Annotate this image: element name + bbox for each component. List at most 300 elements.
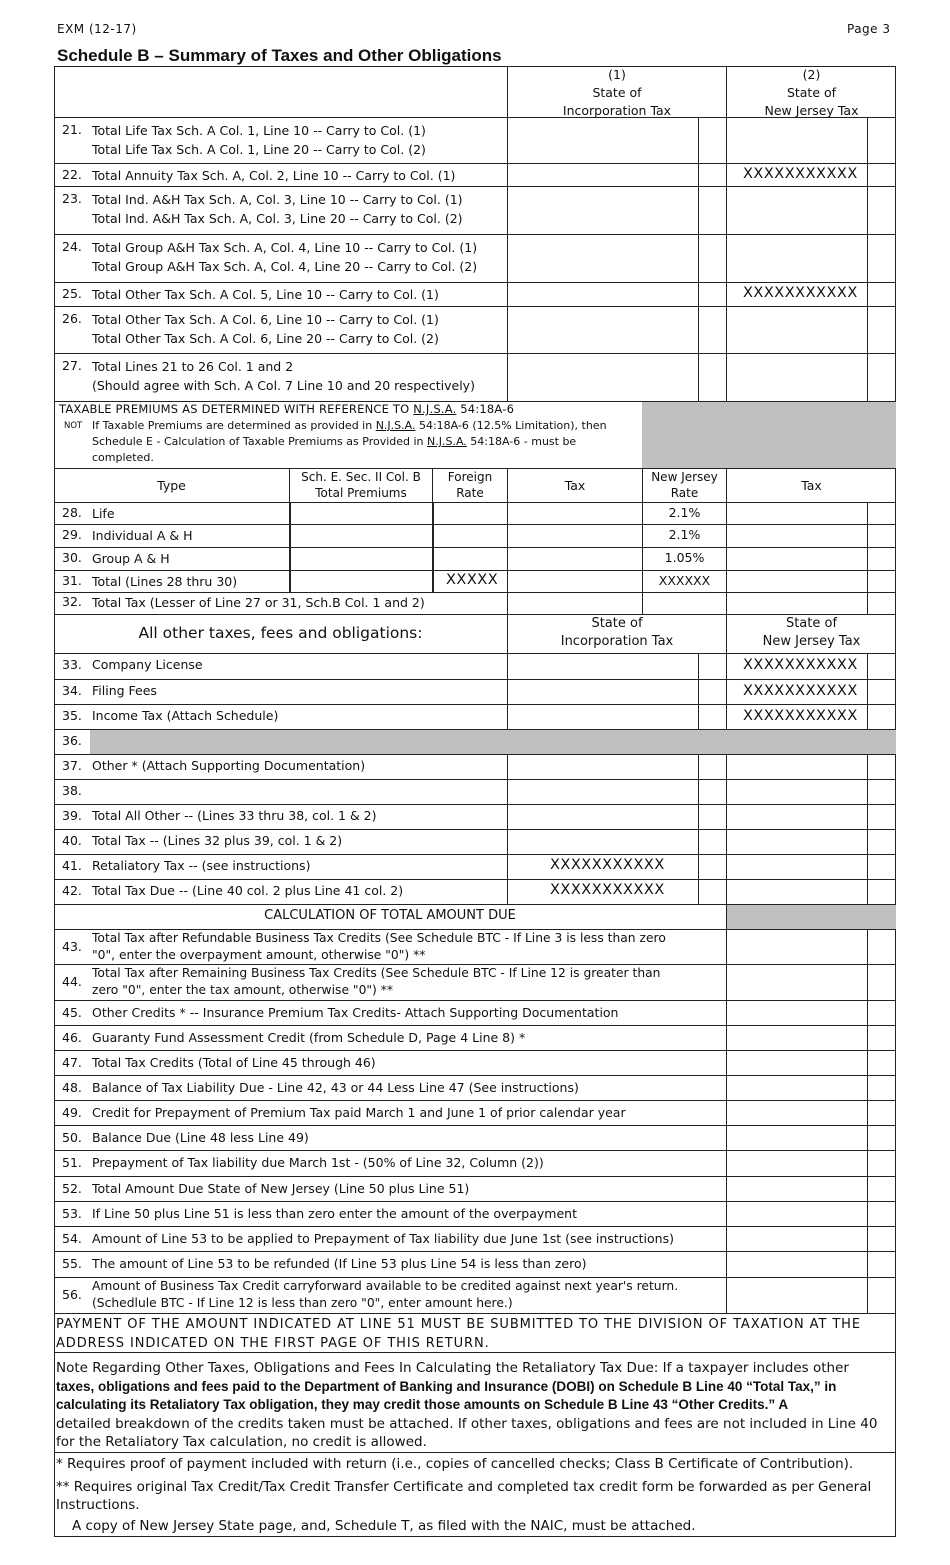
amount-field[interactable]	[726, 1278, 867, 1313]
line-number: 24.	[62, 239, 82, 254]
line-text-1: Balance of Tax Liability Due - Line 42, 43 or 44 Less Line 47 (See instructions)	[92, 1080, 579, 1095]
line-number: 28.	[62, 505, 82, 520]
line-description	[92, 1103, 626, 1122]
col2-amount[interactable]	[726, 855, 867, 879]
col2-cents[interactable]	[867, 880, 896, 904]
line-number: 56.	[62, 1287, 82, 1302]
line-description: Retaliatory Tax -- (see instructions)	[92, 858, 311, 873]
line-number: 38.	[62, 783, 82, 798]
line-number: 39.	[62, 808, 82, 823]
col2-amount	[726, 680, 867, 704]
col2-xmark: XXXXXXXXXXX	[743, 657, 858, 673]
col1-xmark: XXXXXXXXXXX	[550, 857, 665, 873]
line-number: 31.	[62, 573, 82, 588]
col1-xmark: XXXXXXXXXXX	[550, 882, 665, 898]
col1-header	[507, 66, 726, 117]
col1-amount[interactable]	[507, 654, 698, 679]
line-number: 26.	[62, 311, 82, 326]
line-row	[54, 1101, 896, 1126]
nj-rate	[642, 503, 726, 524]
sche-header: Sch. E. Sec. II Col. B Total Premiums	[289, 469, 432, 502]
line-text-2: (Schedlule BTC - If Line 12 is less than zero "0", enter amount here.)	[92, 1296, 513, 1310]
total-premiums[interactable]	[289, 571, 432, 592]
other-col2-header: State of New Jersey Tax	[726, 615, 896, 653]
col2-amount[interactable]	[726, 307, 867, 353]
line-text-1: Total Tax Credits (Total of Line 45 through 46)	[92, 1055, 376, 1070]
col2-cents[interactable]	[867, 705, 896, 729]
col2-cents[interactable]	[867, 830, 896, 854]
line-description	[92, 1278, 678, 1312]
line-row	[54, 1076, 896, 1101]
amount-field[interactable]	[726, 1227, 867, 1251]
tax1-amount[interactable]	[507, 503, 642, 524]
nj-rate-value: 1.05%	[664, 550, 705, 565]
foreign-rate	[432, 571, 507, 592]
col1-cents[interactable]	[698, 187, 726, 234]
col2-cents[interactable]	[867, 283, 896, 306]
line-text-1: Total Tax after Refundable Business Tax Credits (See Schedule BTC - If Line 3 is less than zero	[92, 931, 666, 945]
tax1-amount[interactable]	[507, 571, 642, 592]
line-number: 27.	[62, 358, 82, 373]
col2-amount	[726, 705, 867, 729]
line-description	[92, 121, 426, 159]
line-row	[54, 1151, 896, 1177]
calculation-heading-row	[54, 905, 896, 930]
line-description	[92, 1229, 674, 1248]
taxable-shade	[642, 402, 896, 468]
col1-cents[interactable]	[698, 830, 726, 854]
line-row	[54, 680, 896, 705]
line-text-1: Total Other Tax Sch. A Col. 5, Line 10 -- Carry to Col. (1)	[92, 287, 439, 302]
line-text-2: (Should agree with Sch. A Col. 7 Line 10 and 20 respectively)	[92, 378, 475, 393]
line-description: Company License	[92, 657, 203, 672]
tax1-amount[interactable]	[507, 525, 642, 547]
page-number: Page 3	[847, 22, 891, 36]
line-number: 48.	[62, 1080, 82, 1095]
col1-amount[interactable]	[507, 830, 698, 854]
line-description	[92, 1153, 544, 1172]
line-number: 41.	[62, 858, 82, 873]
col2-cents[interactable]	[867, 755, 896, 779]
tax1-amount[interactable]	[507, 548, 642, 570]
amount-field[interactable]	[726, 1151, 867, 1176]
col2-cents[interactable]	[867, 164, 896, 186]
line-32-row: 32. Total Tax (Lesser of Line 27 or 31, Sch.B Col. 1 and 2)	[54, 593, 896, 615]
line-number: 51.	[62, 1155, 82, 1170]
retal-note-line-4: detailed breakdown of the credits taken must be attached. If other taxes, obligations and fees are not included in Line 40	[56, 1415, 878, 1432]
col2-cents[interactable]	[867, 855, 896, 879]
line-text-1: The amount of Line 53 to be refunded (If Line 53 plus Line 54 is less than zero)	[92, 1256, 587, 1271]
cents-field[interactable]	[867, 1076, 896, 1100]
total-premiums[interactable]	[289, 503, 432, 524]
line-32-col2-cents[interactable]	[867, 593, 896, 614]
line-row	[54, 930, 896, 965]
premium-row	[54, 503, 896, 525]
tax2-cents[interactable]	[867, 571, 896, 592]
total-premiums[interactable]	[289, 548, 432, 570]
line-number: 37.	[62, 758, 82, 773]
amount-field[interactable]	[726, 1126, 867, 1150]
foreign-rate-header: Foreign Rate	[432, 469, 507, 502]
line-text-1: Total Annuity Tax Sch. A, Col. 2, Line 10 -- Carry to Col. (1)	[92, 168, 456, 183]
line-row	[54, 965, 896, 1001]
amount-field[interactable]	[726, 1252, 867, 1277]
col1-amount[interactable]	[507, 187, 698, 234]
line-text-2: Total Life Tax Sch. A Col. 1, Line 20 -- Carry to Col. (2)	[92, 142, 426, 157]
col1-amount[interactable]	[507, 354, 698, 401]
nj-rate-value: 2.1%	[668, 505, 701, 520]
col1-label-1: State of	[592, 85, 642, 100]
taxable-heading: TAXABLE PREMIUMS AS DETERMINED WITH REFERENCE TO N.J.S.A. 54:18A-6	[59, 402, 515, 416]
col2-label-2: New Jersey Tax	[764, 103, 859, 118]
col2-xmark: XXXXXXXXXXX	[743, 683, 858, 699]
nj-rate-value: 2.1%	[668, 527, 701, 542]
col1-amount[interactable]	[507, 780, 698, 804]
line-number: 55.	[62, 1256, 82, 1271]
line-description	[92, 1003, 618, 1022]
not-label: NOT	[64, 421, 83, 431]
line-text-1: Total Amount Due State of New Jersey (Line 50 plus Line 51)	[92, 1181, 470, 1196]
tax1-header: Tax	[507, 469, 642, 502]
line-description	[92, 1128, 309, 1147]
line-row	[54, 730, 896, 755]
line-text-1: Total Ind. A&H Tax Sch. A, Col. 3, Line 10 -- Carry to Col. (1)	[92, 192, 463, 207]
type-header: Type	[157, 478, 186, 493]
line-description	[92, 1179, 469, 1198]
line-number: 53.	[62, 1206, 82, 1221]
line-text-2: "0", enter the overpayment amount, otherwise "0") **	[92, 948, 426, 962]
col1-amount[interactable]	[507, 235, 698, 282]
amount-field[interactable]	[726, 1076, 867, 1100]
line-description	[92, 166, 455, 185]
premium-row	[54, 571, 896, 593]
col1-cents[interactable]	[698, 235, 726, 282]
line-text-2: Total Other Tax Sch. A Col. 6, Line 20 -- Carry to Col. (2)	[92, 331, 439, 346]
col1-cents[interactable]	[698, 654, 726, 679]
nj-rate	[642, 525, 726, 547]
col2-cents[interactable]	[867, 354, 896, 401]
line-number: 35.	[62, 708, 82, 723]
copy-requirement: A copy of New Jersey State page, and, Schedule T, as filed with the NAIC, must be attached.	[72, 1517, 696, 1534]
col1-amount[interactable]	[507, 705, 698, 729]
line-description	[92, 965, 660, 999]
cents-field[interactable]	[867, 1177, 896, 1201]
col2-xmark: XXXXXXXXXXX	[743, 285, 858, 301]
col1-cents[interactable]	[698, 354, 726, 401]
line-description	[92, 238, 477, 276]
line-row	[54, 855, 896, 880]
line-text-1: Amount of Line 53 to be applied to Prepayment of Tax liability due June 1st (see instructions)	[92, 1231, 674, 1246]
footnote-single-star: * Requires proof of payment included with return (i.e., copies of cancelled checks; Class B Certificate of Contribution).	[56, 1456, 854, 1472]
line-row	[54, 780, 896, 805]
tax2-cents[interactable]	[867, 525, 896, 547]
payment-note-line-2: ADDRESS INDICATED ON THE FIRST PAGE OF THIS RETURN.	[56, 1336, 490, 1351]
line-number: 30.	[62, 550, 82, 565]
col1-cents[interactable]	[698, 855, 726, 879]
line-row	[54, 830, 896, 855]
col2-amount[interactable]	[726, 187, 867, 234]
col2-amount[interactable]	[726, 354, 867, 401]
col2-amount	[726, 164, 867, 186]
col2-cents[interactable]	[867, 654, 896, 679]
premium-type: Group A & H	[92, 551, 170, 566]
line-number: 34.	[62, 683, 82, 698]
line-row	[54, 1126, 896, 1151]
line-number: 40.	[62, 833, 82, 848]
amount-field[interactable]	[726, 1051, 867, 1075]
retal-note-line-2: taxes, obligations and fees paid to the Department of Banking and Insurance (DOBI) on Schedule B Line 40 “Total Tax,” in	[56, 1378, 837, 1394]
cents-field[interactable]	[867, 1126, 896, 1150]
cents-field[interactable]	[867, 930, 896, 964]
cents-field[interactable]	[867, 1151, 896, 1176]
payment-note	[54, 1314, 896, 1353]
amount-field[interactable]	[726, 1101, 867, 1125]
amount-field[interactable]	[726, 1202, 867, 1226]
line-description	[92, 1254, 587, 1273]
nj-rate-header: New Jersey Rate	[642, 469, 726, 502]
line-number: 46.	[62, 1030, 82, 1045]
line-row	[54, 654, 896, 680]
col2-cents[interactable]	[867, 680, 896, 704]
cents-field[interactable]	[867, 1202, 896, 1226]
tax2-header: Tax	[726, 469, 896, 502]
line-row	[54, 187, 896, 235]
premium-row	[54, 525, 896, 548]
line-row	[54, 354, 896, 402]
line-description: Income Tax (Attach Schedule)	[92, 708, 279, 723]
line-row	[54, 307, 896, 354]
line-number: 22.	[62, 167, 82, 182]
line-description	[92, 357, 475, 395]
line-description: Filing Fees	[92, 683, 157, 698]
taxable-premiums-section	[54, 402, 896, 469]
line-text-2: zero "0", enter the tax amount, otherwise "0") **	[92, 983, 394, 997]
retal-note-line-5: for the Retaliatory Tax calculation, no credit is allowed.	[56, 1434, 427, 1450]
line-row	[54, 1001, 896, 1026]
line-number: 44.	[62, 974, 82, 989]
tax2-cents[interactable]	[867, 548, 896, 570]
line-text-1: Credit for Prepayment of Premium Tax paid March 1 and June 1 of prior calendar year	[92, 1105, 626, 1120]
line-text-1: If Line 50 plus Line 51 is less than zero enter the amount of the overpayment	[92, 1206, 577, 1221]
col1-cents[interactable]	[698, 283, 726, 306]
line-32-col1[interactable]	[507, 593, 642, 614]
col1-amount[interactable]	[507, 755, 698, 779]
other-taxes-header	[54, 615, 896, 654]
line-text-1: Other Credits * -- Insurance Premium Tax Credits- Attach Supporting Documentation	[92, 1005, 619, 1020]
line-number: 21.	[62, 122, 82, 137]
line-text-1: Total Tax after Remaining Business Tax Credits (See Schedule BTC - If Line 12 is greater than	[92, 966, 661, 980]
foreign-rate[interactable]	[432, 548, 507, 570]
foreign-rate-xmark: XXXXX	[446, 572, 499, 588]
foreign-rate[interactable]	[432, 503, 507, 524]
line-row	[54, 118, 896, 164]
tax2-cents[interactable]	[867, 503, 896, 524]
line-description	[92, 1053, 376, 1072]
line-text-1: Guaranty Fund Assessment Credit (from Schedule D, Page 4 Line 8) *	[92, 1030, 526, 1045]
col1-cents[interactable]	[698, 805, 726, 829]
line-36-shade	[90, 730, 896, 754]
col2-cents[interactable]	[867, 235, 896, 282]
col1-number: (1)	[608, 67, 626, 82]
line-number: 54.	[62, 1231, 82, 1246]
col2-amount[interactable]	[726, 805, 867, 829]
tax2-amount[interactable]	[726, 548, 867, 570]
col1-cents[interactable]	[698, 705, 726, 729]
col2-cents[interactable]	[867, 307, 896, 353]
line-text-1: Prepayment of Tax liability due March 1st - (50% of Line 32, Column (2))	[92, 1155, 544, 1170]
cents-field[interactable]	[867, 1026, 896, 1050]
line-text-1: Total Other Tax Sch. A Col. 6, Line 10 -- Carry to Col. (1)	[92, 312, 439, 327]
line-text-1: Balance Due (Line 48 less Line 49)	[92, 1130, 309, 1145]
col1-cents[interactable]	[698, 880, 726, 904]
col2-amount[interactable]	[726, 235, 867, 282]
col1-cents[interactable]	[698, 164, 726, 186]
line-description: Total All Other -- (Lines 33 thru 38, col. 1 & 2)	[92, 808, 377, 823]
line-number: 50.	[62, 1130, 82, 1145]
line-32-col2[interactable]	[726, 593, 867, 614]
line-description	[92, 285, 439, 304]
col2-amount	[726, 654, 867, 679]
line-text-1: Total Life Tax Sch. A Col. 1, Line 10 -- Carry to Col. (1)	[92, 123, 426, 138]
line-32-col1-b[interactable]	[642, 593, 726, 614]
tax2-amount[interactable]	[726, 503, 867, 524]
col1-amount[interactable]	[507, 283, 698, 306]
premium-type: Life	[92, 506, 115, 521]
col2-cents[interactable]	[867, 780, 896, 804]
col1-amount[interactable]	[507, 118, 698, 163]
col2-number: (2)	[802, 67, 821, 82]
col1-amount	[507, 855, 698, 879]
total-premiums[interactable]	[289, 525, 432, 547]
col2-amount[interactable]	[726, 118, 867, 163]
line-text-1: Total Lines 21 to 26 Col. 1 and 2	[92, 359, 294, 374]
footnote-double-star-1: ** Requires original Tax Credit/Tax Credit Transfer Certificate and completed tax credit form be forwarded as per General	[56, 1478, 872, 1495]
line-row	[54, 1252, 896, 1278]
line-row	[54, 1278, 896, 1314]
amount-field[interactable]	[726, 1026, 867, 1050]
line-row	[54, 1202, 896, 1227]
calculation-heading: CALCULATION OF TOTAL AMOUNT DUE	[264, 908, 516, 923]
line-description	[92, 1204, 577, 1223]
col1-amount[interactable]	[507, 680, 698, 704]
line-description	[92, 1028, 525, 1047]
line-row	[54, 805, 896, 830]
form-code: EXM (12-17)	[57, 22, 137, 36]
nj-rate	[642, 548, 726, 570]
col2-label-1: State of	[786, 85, 837, 100]
cents-field[interactable]	[867, 965, 896, 1000]
cents-field[interactable]	[867, 1278, 896, 1313]
col1-cents[interactable]	[698, 307, 726, 353]
retal-note-line-3: calculating its Retaliatory Tax obligation, they may credit those amounts on Schedule B Line 43 “Other Credits.” A	[56, 1397, 789, 1412]
amount-field[interactable]	[726, 1177, 867, 1201]
line-description	[92, 1078, 579, 1097]
cents-field[interactable]	[867, 1001, 896, 1025]
line-number: 36.	[62, 733, 82, 748]
payment-note-line-1: PAYMENT OF THE AMOUNT INDICATED AT LINE 51 MUST BE SUBMITTED TO THE DIVISION OF TAXATION AT THE	[56, 1317, 861, 1332]
line-row	[54, 283, 896, 307]
foreign-rate[interactable]	[432, 525, 507, 547]
line-number: 47.	[62, 1055, 82, 1070]
line-number: 42.	[62, 883, 82, 898]
line-description	[92, 190, 463, 228]
col1-amount[interactable]	[507, 805, 698, 829]
col1-cents[interactable]	[698, 118, 726, 163]
col1-cents[interactable]	[698, 680, 726, 704]
line-number: 43.	[62, 939, 82, 954]
col1-amount	[507, 880, 698, 904]
col1-label-2: Incorporation Tax	[562, 103, 672, 118]
col1-cents[interactable]	[698, 780, 726, 804]
cents-field[interactable]	[867, 1252, 896, 1277]
col2-amount[interactable]	[726, 880, 867, 904]
line-number: 33.	[62, 657, 82, 672]
tax2-amount[interactable]	[726, 571, 867, 592]
col2-cents[interactable]	[867, 805, 896, 829]
calc-heading-shade	[726, 905, 896, 929]
line-number: 45.	[62, 1005, 82, 1020]
footnotes	[54, 1453, 896, 1537]
nj-rate	[642, 571, 726, 592]
premium-header-row	[54, 469, 896, 503]
line-text-1: Total Group A&H Tax Sch. A, Col. 4, Line 10 -- Carry to Col. (1)	[92, 240, 478, 255]
cents-field[interactable]	[867, 1101, 896, 1125]
col2-xmark: XXXXXXXXXXX	[743, 166, 858, 182]
cents-field[interactable]	[867, 1227, 896, 1251]
line-row	[54, 235, 896, 283]
col1-amount[interactable]	[507, 307, 698, 353]
col2-cents[interactable]	[867, 118, 896, 163]
line-number: 29.	[62, 527, 82, 542]
retal-note-line-1: Note Regarding Other Taxes, Obligations and Fees In Calculating the Retaliatory Tax Due: If a taxpayer includes other	[56, 1360, 849, 1376]
amount-field[interactable]	[726, 965, 867, 1000]
amount-field[interactable]	[726, 930, 867, 964]
retaliatory-note	[54, 1353, 896, 1453]
col2-amount[interactable]	[726, 780, 867, 804]
line-row	[54, 880, 896, 905]
line-row	[54, 164, 896, 187]
other-col1-header: State of Incorporation Tax	[507, 615, 726, 653]
line-row	[54, 1051, 896, 1076]
col1-cents[interactable]	[698, 755, 726, 779]
line-description: Other * (Attach Supporting Documentation)	[92, 758, 366, 773]
nj-rate-value: XXXXXX	[658, 573, 711, 588]
col2-amount[interactable]	[726, 830, 867, 854]
tax2-amount[interactable]	[726, 525, 867, 547]
line-text-1: Amount of Business Tax Credit carryforward available to be credited against next year's return.	[92, 1279, 679, 1293]
line-number: 49.	[62, 1105, 82, 1120]
col1-amount[interactable]	[507, 164, 698, 186]
line-number: 23.	[62, 191, 82, 206]
line-row	[54, 1177, 896, 1202]
schedule-title: Schedule B – Summary of Taxes and Other Obligations	[57, 46, 502, 65]
footnote-double-star-2: Instructions.	[56, 1497, 140, 1513]
line-description	[92, 930, 666, 964]
cents-field[interactable]	[867, 1051, 896, 1075]
col2-amount	[726, 283, 867, 306]
line-description: Total Tax -- (Lines 32 plus 39, col. 1 & 2)	[92, 833, 343, 848]
col2-cents[interactable]	[867, 187, 896, 234]
line-number: 25.	[62, 286, 82, 301]
col2-amount[interactable]	[726, 755, 867, 779]
premium-row	[54, 548, 896, 571]
amount-field[interactable]	[726, 1001, 867, 1025]
other-taxes-label: All other taxes, fees and obligations:	[138, 624, 423, 642]
line-text-2: Total Group A&H Tax Sch. A, Col. 4, Line 20 -- Carry to Col. (2)	[92, 259, 478, 274]
line-description	[92, 310, 439, 348]
line-row	[54, 705, 896, 730]
premium-type: Individual A & H	[92, 528, 193, 543]
